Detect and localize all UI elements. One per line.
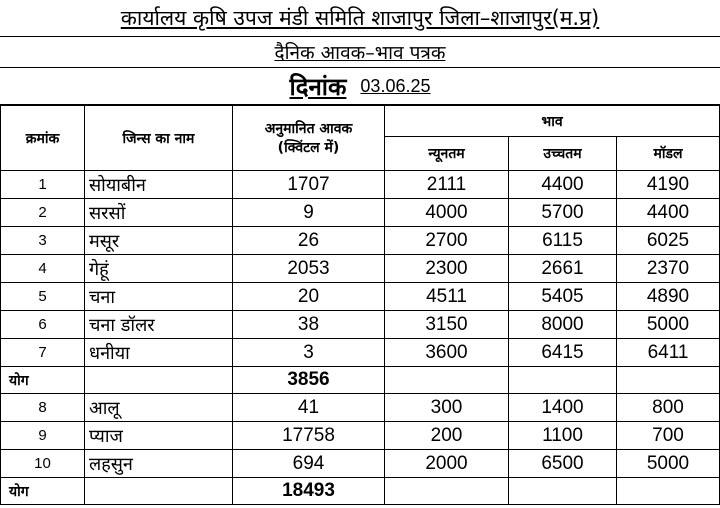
empty-cell: [385, 478, 509, 505]
table-row: [1, 311, 720, 339]
max-price-cell: 5405: [509, 283, 617, 311]
total-arrival: 3856: [233, 367, 385, 394]
arrival-cell: 694: [233, 450, 385, 478]
min-price-cell: 2000: [385, 450, 509, 478]
serial-cell: 3: [1, 227, 85, 255]
arrival-cell: 1707: [233, 171, 385, 199]
min-price-cell: 2700: [385, 227, 509, 255]
total-row: [1, 367, 720, 394]
table-row: [1, 255, 720, 283]
sheet-title: दैनिक आवक–भाव पत्रक: [0, 37, 720, 68]
table-row: [1, 227, 720, 255]
date-label: दिनांक: [289, 72, 347, 101]
commodity-cell: चना: [85, 283, 233, 311]
modal-price-cell: 6411: [617, 339, 720, 367]
commodity-cell: गेहूं: [85, 255, 233, 283]
total-label: योग: [1, 478, 85, 505]
serial-cell: 1: [1, 171, 85, 199]
min-price-cell: 2300: [385, 255, 509, 283]
table-row: [1, 199, 720, 227]
arrival-cell: 3: [233, 339, 385, 367]
commodity-cell: आलू: [85, 394, 233, 422]
table-row: [1, 450, 720, 478]
empty-cell: [385, 367, 509, 394]
serial-cell: 4: [1, 255, 85, 283]
min-price-cell: 300: [385, 394, 509, 422]
total-arrival: 18493: [233, 478, 385, 505]
col-modal: मॉडल: [617, 137, 720, 171]
col-commodity: जिन्स का नाम: [85, 106, 233, 171]
serial-cell: 2: [1, 199, 85, 227]
empty-cell: [509, 367, 617, 394]
commodity-cell: सोयाबीन: [85, 171, 233, 199]
min-price-cell: 3150: [385, 311, 509, 339]
empty-cell: [85, 478, 233, 505]
commodity-cell: सरसों: [85, 199, 233, 227]
serial-cell: 10: [1, 450, 85, 478]
min-price-cell: 4000: [385, 199, 509, 227]
commodity-cell: प्याज: [85, 422, 233, 450]
arrival-cell: 2053: [233, 255, 385, 283]
arrival-cell: 17758: [233, 422, 385, 450]
max-price-cell: 2661: [509, 255, 617, 283]
modal-price-cell: 6025: [617, 227, 720, 255]
col-arrival: [233, 106, 385, 171]
min-price-cell: 2111: [385, 171, 509, 199]
arrival-cell: 26: [233, 227, 385, 255]
modal-price-cell: 5000: [617, 450, 720, 478]
table-row: [1, 394, 720, 422]
modal-price-cell: 800: [617, 394, 720, 422]
table-row: [1, 283, 720, 311]
arrival-price-table: [0, 105, 720, 505]
empty-cell: [85, 367, 233, 394]
date-row: [0, 68, 720, 105]
max-price-cell: 6500: [509, 450, 617, 478]
date-value: 03.06.25: [360, 75, 431, 96]
total-row: [1, 478, 720, 505]
empty-cell: [617, 478, 720, 505]
commodity-cell: धनीया: [85, 339, 233, 367]
arrival-cell: 41: [233, 394, 385, 422]
max-price-cell: 5700: [509, 199, 617, 227]
serial-cell: 5: [1, 283, 85, 311]
col-min: न्यूनतम: [385, 137, 509, 171]
col-serial: क्रमांक: [1, 106, 85, 171]
commodity-cell: चना डॉलर: [85, 311, 233, 339]
min-price-cell: 3600: [385, 339, 509, 367]
arrival-cell: 9: [233, 199, 385, 227]
max-price-cell: 6415: [509, 339, 617, 367]
empty-cell: [617, 367, 720, 394]
modal-price-cell: 5000: [617, 311, 720, 339]
table-row: [1, 339, 720, 367]
max-price-cell: 1400: [509, 394, 617, 422]
serial-cell: 6: [1, 311, 85, 339]
serial-cell: 9: [1, 422, 85, 450]
max-price-cell: 6115: [509, 227, 617, 255]
col-price: भाव: [385, 106, 720, 137]
max-price-cell: 8000: [509, 311, 617, 339]
commodity-cell: लहसुन: [85, 450, 233, 478]
table-row: [1, 171, 720, 199]
modal-price-cell: 4190: [617, 171, 720, 199]
table-row: [1, 422, 720, 450]
serial-cell: 8: [1, 394, 85, 422]
col-arrival-line1: अनुमानित आवक: [264, 121, 353, 137]
total-label: योग: [1, 367, 85, 394]
max-price-cell: 1100: [509, 422, 617, 450]
max-price-cell: 4400: [509, 171, 617, 199]
office-title: कार्यालय कृषि उपज मंडी समिति शाजापुर जिला–शाजापुर(म.प्र): [0, 0, 720, 37]
modal-price-cell: 4890: [617, 283, 720, 311]
modal-price-cell: 4400: [617, 199, 720, 227]
modal-price-cell: 2370: [617, 255, 720, 283]
modal-price-cell: 700: [617, 422, 720, 450]
arrival-cell: 20: [233, 283, 385, 311]
min-price-cell: 200: [385, 422, 509, 450]
commodity-cell: मसूर: [85, 227, 233, 255]
min-price-cell: 4511: [385, 283, 509, 311]
arrival-cell: 38: [233, 311, 385, 339]
col-arrival-line2: (क्विंटल में): [277, 140, 340, 156]
empty-cell: [509, 478, 617, 505]
col-max: उच्चतम: [509, 137, 617, 171]
serial-cell: 7: [1, 339, 85, 367]
